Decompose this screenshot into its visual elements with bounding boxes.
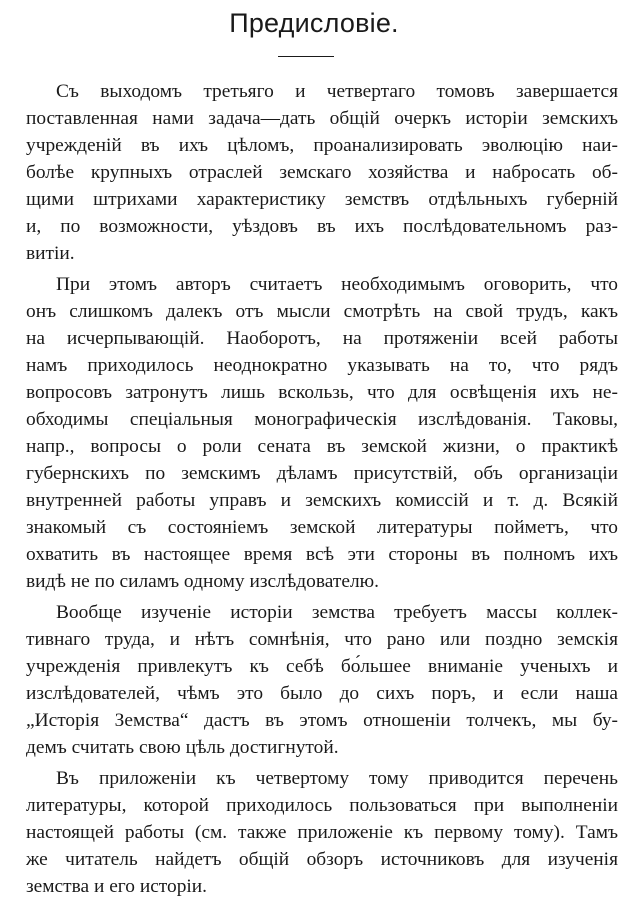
text-line: „Исторія Земства“ дастъ въ этомъ отношеніи толчекъ, мы бу- (26, 710, 618, 731)
text-line: на исчерпывающій. Наоборотъ, на протяженіи всей работы (26, 328, 618, 349)
paragraph-1 (26, 78, 618, 267)
text-line: поставленная нами задача—дать общій очеркъ исторіи земскихъ (26, 108, 618, 129)
text-line: учрежденій въ ихъ цѣломъ, проанализировать эволюцію наи- (26, 135, 618, 156)
paragraph-4 (26, 765, 618, 900)
text-line: вопросовъ затронутъ лишь вскользь, что для освѣщенія ихъ не- (26, 382, 618, 403)
title-divider (278, 56, 334, 57)
text-line: При этомъ авторъ считаетъ необходимымъ оговорить, что (56, 274, 618, 295)
text-line: знакомый съ состояніемъ земской литературы пойметъ, что (26, 517, 618, 538)
text-line: демъ считать свою цѣль достигнутой. (26, 737, 339, 758)
text-line: Съ выходомъ третьяго и четвертаго томовъ завершается (56, 81, 618, 102)
text-line: видѣ не по силамъ одному изслѣдователю. (26, 571, 379, 592)
paragraph-3 (26, 599, 618, 761)
body-text (26, 78, 618, 904)
text-line: внутренней работы управъ и земскихъ комиссій и т. д. Всякій (26, 490, 618, 511)
text-line: охватить въ настоящее время всѣ эти стороны въ полномъ ихъ (26, 544, 618, 565)
text-line: земства и его исторіи. (26, 876, 208, 897)
paragraph-2 (26, 271, 618, 595)
text-line: настоящей работы (см. также приложеніе къ первому тому). Тамъ (26, 822, 618, 843)
text-line: литературы, которой приходилось пользоваться при выполненіи (26, 795, 618, 816)
text-line: Въ приложеніи къ четвертому тому приводится перечень (56, 768, 618, 789)
text-line: обходимы спеціальныя монографическія изслѣдованія. Таковы, (26, 409, 618, 430)
text-line: болѣе крупныхъ отраслей земскаго хозяйства и набросать об- (26, 162, 618, 183)
text-line: тивнаго труда, и нѣтъ сомнѣнія, что рано или поздно земскія (26, 629, 618, 650)
text-line: намъ приходилось неоднократно указывать на то, что рядъ (26, 355, 618, 376)
text-line: Вообще изученіе исторіи земства требуетъ массы коллек- (56, 602, 618, 623)
text-line: напр., вопросы о роли сената въ земской жизни, о практикѣ (26, 436, 618, 457)
text-line: учрежденія привлекутъ къ себѣ бо́льшее вниманіе ученыхъ и (26, 656, 618, 677)
page-title: Предисловіе. (229, 8, 399, 38)
text-line: и, по возможности, уѣздовъ въ ихъ послѣдовательномъ раз- (26, 216, 618, 237)
text-line: щими штрихами характеристику земствъ отдѣльныхъ губерній (26, 189, 618, 210)
text-line: витіи. (26, 243, 75, 264)
text-line: же читатель найдетъ общій обзоръ источниковъ для изученія (26, 849, 618, 870)
text-line: онъ слишкомъ далекъ отъ мысли смотрѣть на свой трудъ, какъ (26, 301, 618, 322)
text-line: губернскихъ по земскимъ дѣламъ присутствій, объ организаціи (26, 463, 618, 484)
text-line: изслѣдователей, чѣмъ это было до сихъ поръ, и если наша (26, 683, 618, 704)
